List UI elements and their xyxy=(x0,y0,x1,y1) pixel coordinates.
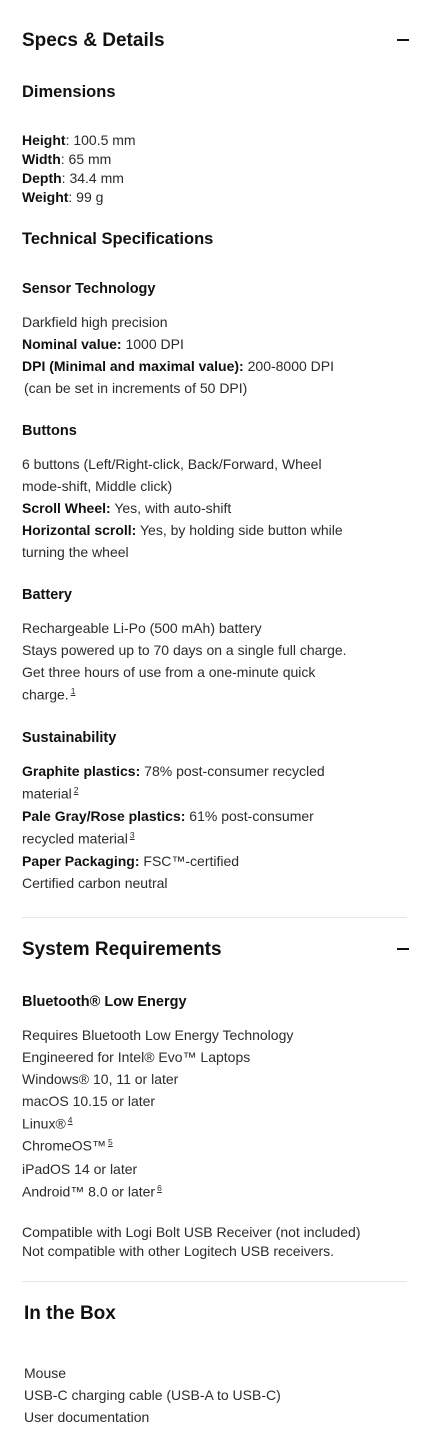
footnote-link-5[interactable]: 5 xyxy=(108,1137,113,1147)
section-divider xyxy=(22,1281,407,1282)
dimension-depth: Depth: 34.4 mm xyxy=(22,170,124,186)
footnote-link-4[interactable]: 4 xyxy=(67,1115,73,1125)
battery-line-3: Get three hours of use from a one-minute quick xyxy=(22,664,316,680)
carbon-neutral-line: Certified carbon neutral xyxy=(22,875,168,891)
footnote-link-6[interactable]: 6 xyxy=(157,1183,162,1193)
pale-plastics-line-2: recycled material $^3$ xyxy=(22,830,135,847)
horizontal-scroll-line-2: turning the wheel xyxy=(22,544,129,560)
sensor-heading: Sensor Technology xyxy=(22,281,156,297)
requirement-line: Engineered for Intel® Evo™ Laptops xyxy=(22,1049,251,1065)
horizontal-scroll-line: Horizontal scroll: Yes, by holding side button while xyxy=(22,522,343,538)
compatibility-line-1: Compatible with Logi Bolt USB Receiver (not included) xyxy=(22,1224,361,1240)
box-item: USB-C charging cable (USB-A to USB-C) xyxy=(24,1387,281,1403)
graphite-plastics-line: Graphite plastics: 78% post-consumer recycled xyxy=(22,763,325,779)
requirement-line: iPadOS 14 or later xyxy=(22,1161,138,1177)
buttons-line-2: mode-shift, Middle click) xyxy=(22,478,173,494)
pale-plastics-line: Pale Gray/Rose plastics: 61% post-consumer xyxy=(22,808,314,824)
requirement-line: ChromeOS™ $^5$ xyxy=(22,1137,113,1154)
sensor-line: Darkfield high precision xyxy=(22,314,168,330)
box-item: User documentation xyxy=(24,1409,150,1425)
scroll-wheel-line: Scroll Wheel: Yes, with auto-shift xyxy=(22,500,232,516)
in-the-box-title[interactable]: In the Box xyxy=(24,1303,116,1324)
collapse-system-icon[interactable] xyxy=(397,948,409,950)
dpi-note-line: (can be set in increments of 50 DPI) xyxy=(24,380,248,396)
dimension-height: Height: 100.5 mm xyxy=(22,132,136,148)
requirement-line: Windows® 10, 11 or later xyxy=(22,1071,179,1087)
bluetooth-heading: Bluetooth® Low Energy xyxy=(22,994,187,1010)
dimensions-heading: Dimensions xyxy=(22,83,116,101)
footnote-link-1[interactable]: 1 xyxy=(70,686,76,696)
section-divider xyxy=(22,917,407,918)
footnote-link-2[interactable]: 2 xyxy=(73,785,79,795)
box-item: Mouse xyxy=(24,1365,67,1381)
battery-line-2: Stays powered up to 70 days on a single full charge. xyxy=(22,642,347,658)
collapse-specs-icon[interactable] xyxy=(397,39,409,41)
dpi-range-line: DPI (Minimal and maximal value): 200-8000 DPI xyxy=(22,358,335,374)
compatibility-line-2: Not compatible with other Logitech USB receivers. xyxy=(22,1243,335,1259)
specs-section-title[interactable]: Specs & Details xyxy=(22,30,165,51)
sustainability-heading: Sustainability xyxy=(22,730,117,746)
requirement-line: Linux® $^4$ xyxy=(22,1115,73,1132)
buttons-heading: Buttons xyxy=(22,423,77,439)
graphite-plastics-line-2: material $^2$ xyxy=(22,785,79,802)
battery-heading: Battery xyxy=(22,587,72,603)
technical-specs-heading: Technical Specifications xyxy=(22,230,214,248)
battery-line-1: Rechargeable Li-Po (500 mAh) battery xyxy=(22,620,262,636)
system-requirements-title[interactable]: System Requirements xyxy=(22,939,222,960)
dimension-weight: Weight: 99 g xyxy=(22,189,104,205)
battery-line-4: charge. $^1$ xyxy=(22,686,76,703)
requirement-line: macOS 10.15 or later xyxy=(22,1093,156,1109)
dimension-width: Width: 65 mm xyxy=(22,151,112,167)
footnote-link-3[interactable]: 3 xyxy=(129,830,135,840)
nominal-value-line: Nominal value: 1000 DPI xyxy=(22,336,184,352)
paper-packaging-line: Paper Packaging: FSC™-certified xyxy=(22,853,240,869)
buttons-line-1: 6 buttons (Left/Right-click, Back/Forward, Wheel xyxy=(22,456,322,472)
requirement-line: Requires Bluetooth Low Energy Technology xyxy=(22,1027,294,1043)
requirement-line: Android™ 8.0 or later $^6$ xyxy=(22,1183,162,1200)
